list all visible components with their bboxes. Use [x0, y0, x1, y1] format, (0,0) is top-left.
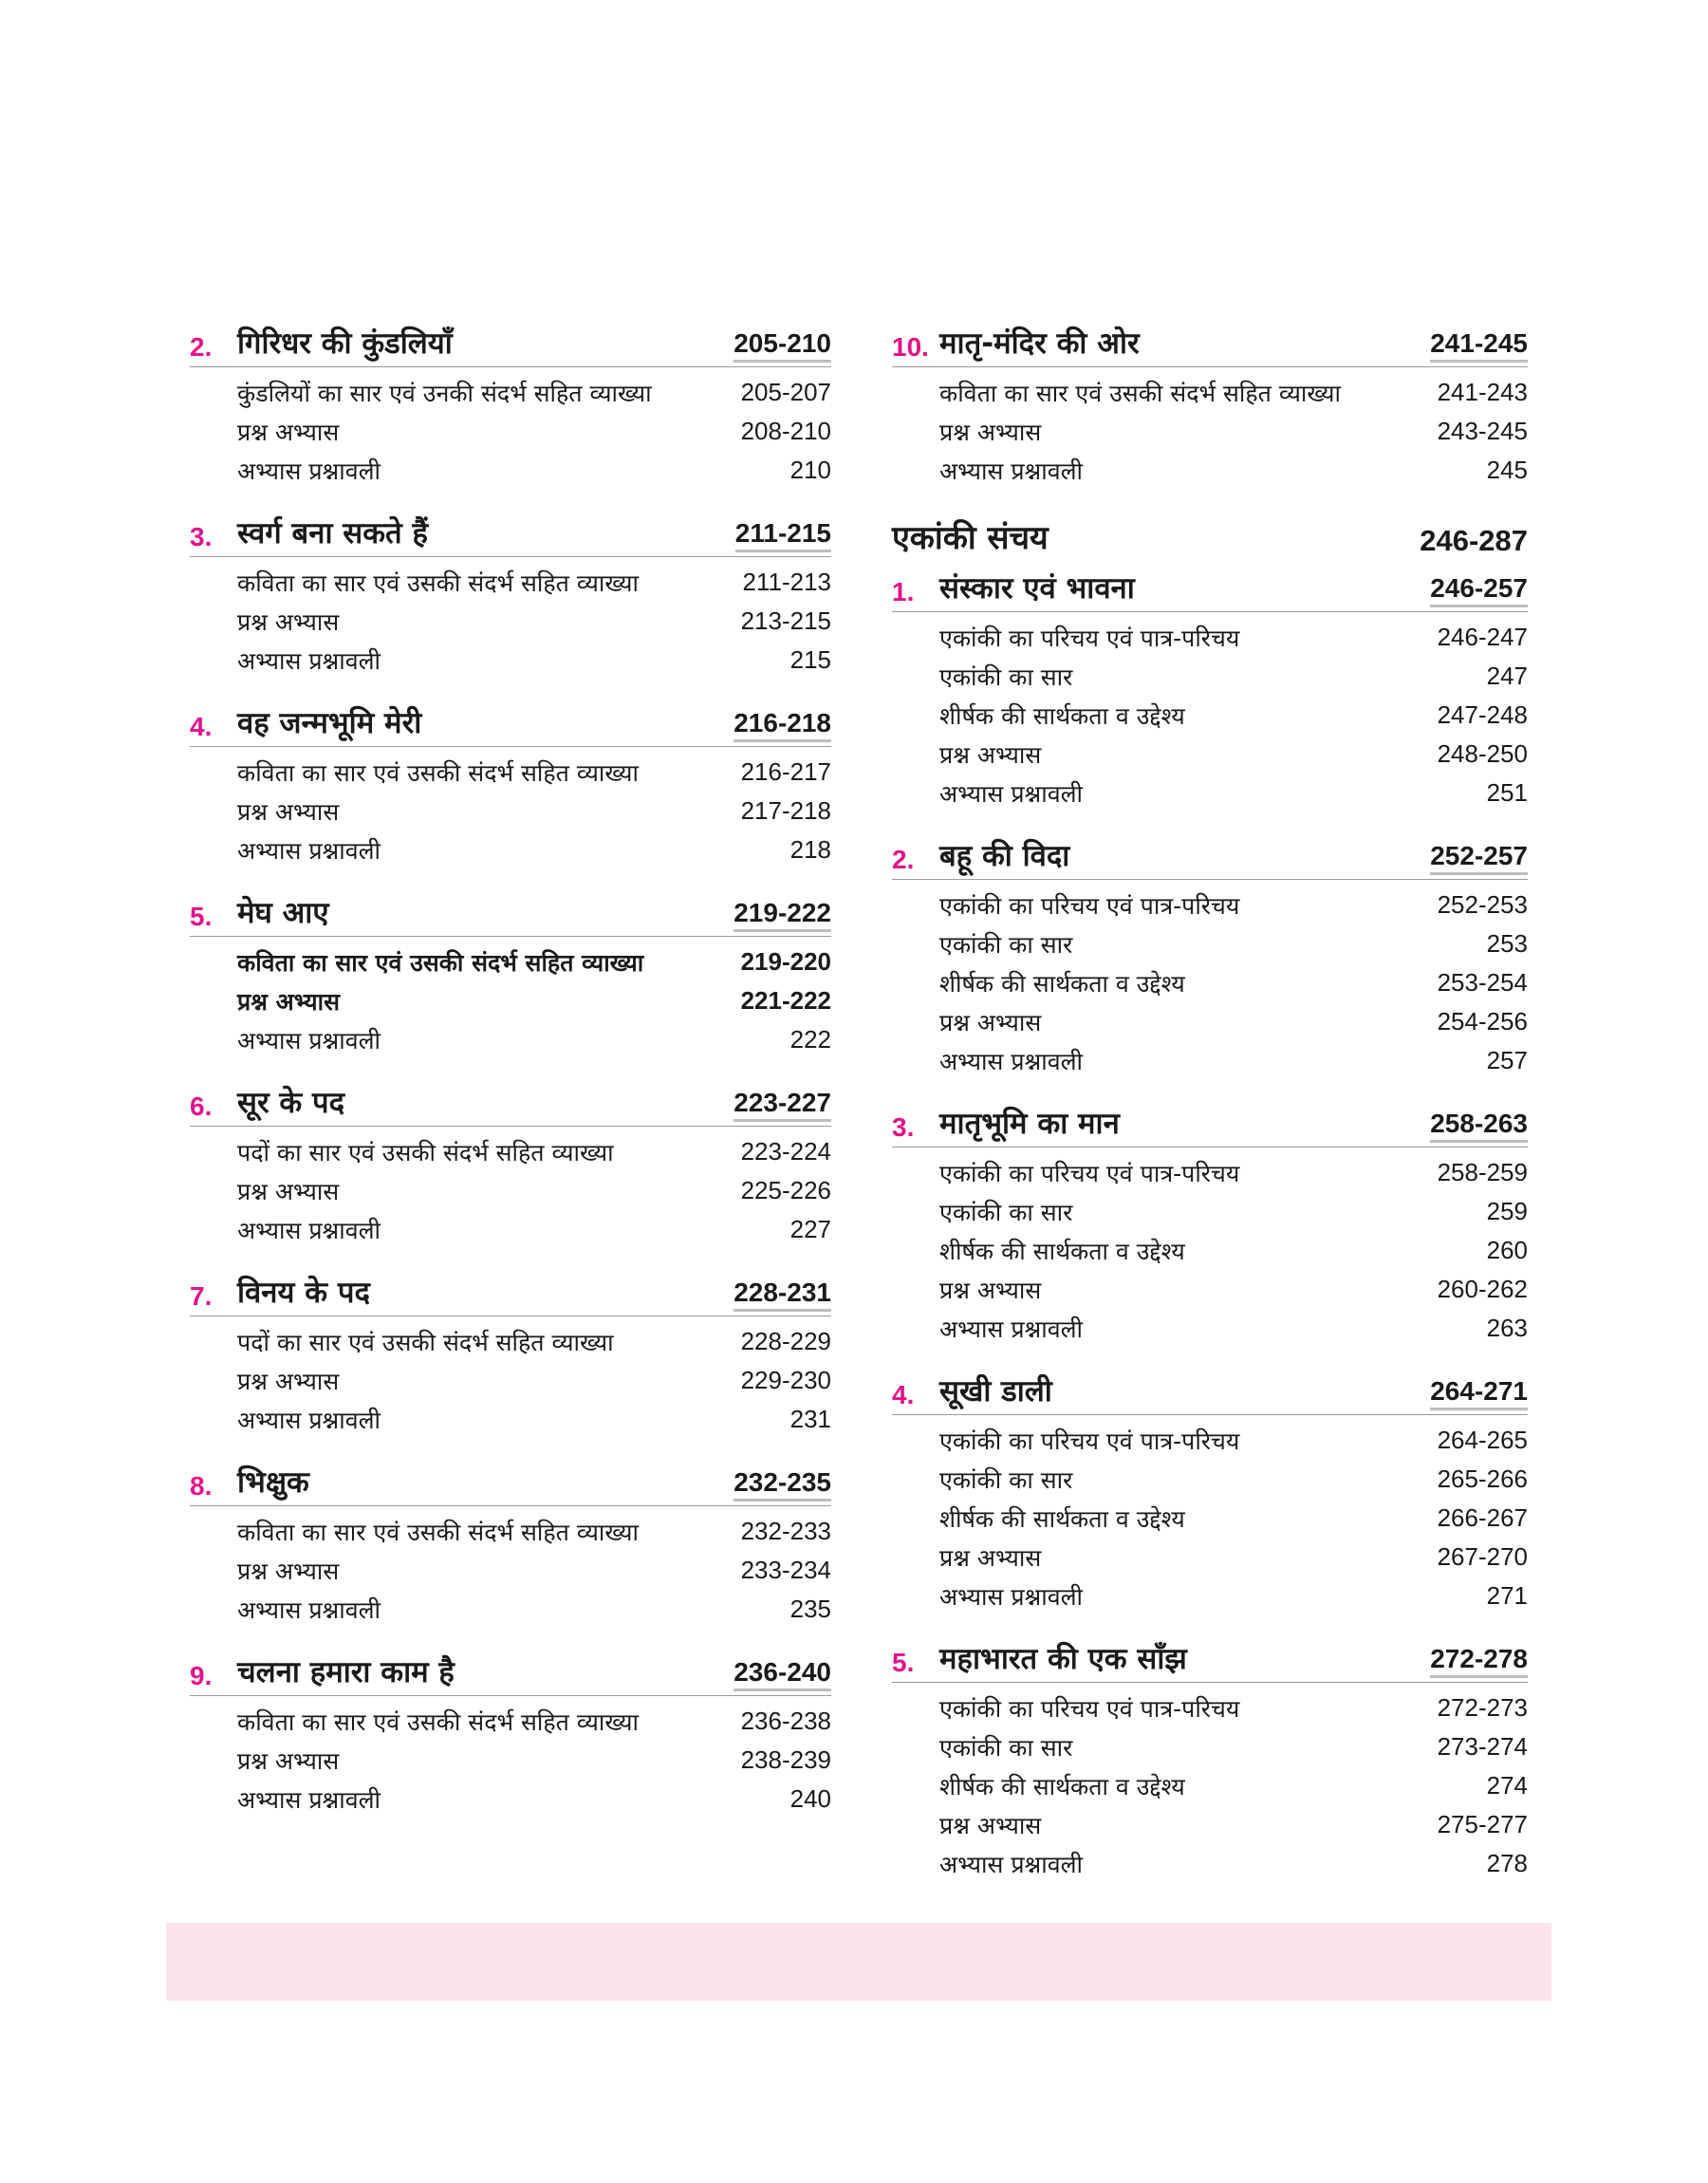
chapter-number: 7.	[190, 1281, 213, 1311]
toc-item-label: प्रश्न अभ्यास	[939, 1811, 1042, 1839]
chapter-pages: 232-235	[733, 1467, 831, 1502]
chapter-number: 3.	[892, 1112, 915, 1142]
toc-item	[237, 412, 831, 451]
toc-item	[237, 1400, 831, 1439]
chapter-items	[892, 612, 1528, 812]
toc-item	[939, 412, 1528, 451]
toc-right-column	[892, 321, 1528, 1904]
toc-item-pages: 259	[1486, 1197, 1528, 1225]
section-heading	[892, 511, 1528, 558]
toc-item-pages: 216-217	[740, 757, 831, 786]
toc-item	[939, 1805, 1528, 1844]
toc-item-label: शीर्षक की सार्थकता व उद्देश्य	[939, 701, 1185, 730]
chapter-pages: 236-240	[733, 1657, 831, 1691]
toc-item-pages: 229-230	[740, 1366, 831, 1394]
chapter-title: मातृभूमि का मान	[939, 1107, 1120, 1141]
toc-item-label: कुंडलियों का सार एवं उनकी संदर्भ सहित व्याख्या	[237, 379, 652, 407]
toc-item	[939, 1766, 1528, 1805]
toc-item	[939, 963, 1528, 1002]
chapter-items	[892, 1415, 1528, 1615]
toc-item	[939, 373, 1528, 412]
chapter-number: 2.	[892, 845, 915, 874]
chapter-heading-left	[892, 1103, 1120, 1143]
chapter-number: 4.	[190, 712, 213, 741]
toc-right-first	[892, 321, 1528, 490]
toc-item-pages: 243-245	[1437, 417, 1528, 445]
toc-item	[939, 1421, 1528, 1460]
toc-item-label: अभ्यास प्रश्नावली	[939, 457, 1084, 485]
toc-item-label: एकांकी का सार	[939, 662, 1073, 691]
toc-item-pages: 210	[789, 456, 831, 484]
toc-item-pages: 223-224	[740, 1137, 831, 1166]
toc-item-label: एकांकी का सार	[939, 1198, 1073, 1226]
toc-item-label: अभ्यास प्रश्नावली	[939, 779, 1084, 808]
toc-item-label: प्रश्न अभ्यास	[237, 1557, 340, 1585]
chapter-heading	[190, 1460, 831, 1506]
chapter-title: वह जन्मभूमि मेरी	[237, 706, 422, 740]
toc-item-pages: 271	[1486, 1581, 1528, 1610]
toc-item-label: अभ्यास प्रश्नावली	[237, 1785, 381, 1814]
toc-item-pages: 205-207	[740, 378, 831, 406]
toc-item	[237, 1020, 831, 1059]
toc-item-label: प्रश्न अभ्यास	[237, 987, 340, 1016]
toc-item-label: एकांकी का सार	[939, 930, 1073, 959]
chapter-entry	[892, 1369, 1528, 1615]
toc-item-label: एकांकी का परिचय एवं पात्र-परिचय	[939, 1694, 1240, 1723]
chapter-heading	[190, 890, 831, 937]
chapter-heading	[892, 1101, 1528, 1147]
toc-item-pages: 260-262	[1437, 1275, 1528, 1303]
toc-item-label: अभ्यास प्रश्नावली	[237, 1595, 381, 1624]
toc-item	[939, 696, 1528, 735]
toc-item-label: कविता का सार एवं उसकी संदर्भ सहित व्याख्या	[237, 758, 639, 787]
chapter-items	[190, 1506, 831, 1629]
chapter-pages: 223-227	[733, 1088, 831, 1122]
chapter-number: 3.	[190, 522, 213, 551]
chapter-title: मातृ-मंदिर की ओर	[939, 327, 1140, 361]
chapter-items	[190, 1316, 831, 1439]
chapter-entry	[190, 1460, 831, 1629]
toc-item	[939, 1499, 1528, 1538]
toc-item	[939, 774, 1528, 812]
chapter-entry	[190, 890, 831, 1059]
chapter-heading-left	[892, 835, 1069, 875]
chapter-number: 6.	[190, 1092, 213, 1121]
toc-item-label: अभ्यास प्रश्नावली	[237, 1026, 381, 1054]
toc-item	[237, 1322, 831, 1361]
chapter-heading-left	[892, 1638, 1187, 1678]
toc-item	[237, 563, 831, 602]
chapter-heading	[892, 321, 1528, 367]
chapter-pages: 264-271	[1430, 1376, 1528, 1410]
toc-item-pages: 252-253	[1437, 890, 1528, 919]
toc-item	[939, 657, 1528, 696]
toc-item-label: अभ्यास प्रश्नावली	[237, 646, 381, 675]
chapter-items	[892, 1147, 1528, 1348]
footer-band	[166, 1923, 1551, 2001]
toc-item	[237, 830, 831, 869]
chapter-pages: 246-257	[1430, 573, 1528, 607]
chapter-entry	[892, 1636, 1528, 1883]
toc-left-column	[190, 321, 831, 1839]
chapter-entry	[892, 1101, 1528, 1348]
toc-item-pages: 266-267	[1437, 1503, 1528, 1532]
chapter-items	[892, 880, 1528, 1080]
chapter-number: 8.	[190, 1471, 213, 1501]
chapter-entry	[190, 700, 831, 869]
toc-item	[939, 886, 1528, 924]
toc-item	[237, 373, 831, 412]
toc-item-pages: 278	[1486, 1849, 1528, 1877]
chapter-heading-left	[190, 323, 453, 363]
chapter-title: विनय के पद	[237, 1276, 370, 1310]
chapter-entry	[892, 321, 1528, 490]
toc-item-pages: 228-229	[740, 1327, 831, 1355]
toc-item	[939, 451, 1528, 490]
toc-item-label: प्रश्न अभ्यास	[237, 1367, 340, 1395]
toc-item-label: एकांकी का परिचय एवं पात्र-परिचय	[939, 891, 1240, 920]
chapter-entry	[190, 511, 831, 680]
toc-item	[237, 792, 831, 830]
chapter-heading	[190, 700, 831, 747]
toc-item-label: कविता का सार एवं उसकी संदर्भ सहित व्याख्या	[939, 379, 1341, 407]
chapter-entry	[892, 833, 1528, 1080]
toc-item-pages: 275-277	[1437, 1810, 1528, 1838]
toc-item	[939, 1002, 1528, 1041]
chapter-items	[190, 557, 831, 680]
chapter-heading	[190, 1080, 831, 1127]
toc-item-pages: 235	[789, 1595, 831, 1623]
toc-item	[237, 942, 831, 981]
toc-item-pages: 222	[789, 1025, 831, 1054]
toc-item-pages: 258-259	[1437, 1158, 1528, 1186]
toc-item	[237, 753, 831, 792]
toc-item-label: एकांकी का परिचय एवं पात्र-परिचय	[939, 1159, 1240, 1187]
chapter-title: सूर के पद	[237, 1086, 345, 1120]
chapter-entry	[190, 1650, 831, 1819]
chapter-heading	[892, 566, 1528, 612]
toc-item-pages: 260	[1486, 1236, 1528, 1264]
chapter-pages: 258-263	[1430, 1109, 1528, 1143]
toc-item	[237, 602, 831, 641]
toc-item	[939, 1689, 1528, 1727]
toc-item-pages: 246-247	[1437, 623, 1528, 651]
chapter-pages: 216-218	[733, 708, 831, 742]
toc-item-label: अभ्यास प्रश्नावली	[237, 1406, 381, 1434]
toc-item-pages: 231	[789, 1405, 831, 1433]
toc-item	[939, 1153, 1528, 1192]
toc-item	[237, 451, 831, 490]
toc-item	[939, 1460, 1528, 1499]
chapter-heading-left	[190, 702, 421, 742]
toc-item-pages: 247-248	[1437, 700, 1528, 729]
chapter-items	[190, 1127, 831, 1249]
toc-item-pages: 265-266	[1437, 1465, 1528, 1493]
chapter-number: 9.	[190, 1661, 213, 1690]
chapter-items	[190, 937, 831, 1059]
toc-item-label: अभ्यास प्रश्नावली	[939, 1047, 1084, 1075]
toc-item-pages: 219-220	[740, 947, 831, 976]
chapter-number: 10.	[892, 332, 929, 362]
chapter-title: भिक्षुक	[237, 1465, 309, 1500]
chapter-items	[892, 367, 1528, 490]
toc-item-pages: 263	[1486, 1314, 1528, 1342]
toc-item	[237, 1210, 831, 1249]
toc-item-label: शीर्षक की सार्थकता व उद्देश्य	[939, 1237, 1185, 1265]
toc-item-label: प्रश्न अभ्यास	[237, 1746, 340, 1775]
chapter-pages: 211-215	[735, 518, 831, 552]
toc-item-label: प्रश्न अभ्यास	[939, 1008, 1042, 1036]
chapter-items	[892, 1683, 1528, 1883]
toc-item	[939, 1844, 1528, 1883]
toc-item-label: प्रश्न अभ्यास	[939, 1543, 1042, 1572]
toc-item	[237, 1361, 831, 1400]
chapter-heading	[190, 511, 831, 557]
toc-item	[939, 618, 1528, 657]
toc-item-label: अभ्यास प्रश्नावली	[237, 1216, 381, 1244]
toc-item-pages: 233-234	[740, 1556, 831, 1584]
toc-item-pages: 225-226	[740, 1176, 831, 1204]
chapter-title: मेघ आए	[237, 896, 329, 930]
chapter-heading-left	[892, 1371, 1052, 1410]
toc-item-pages: 254-256	[1437, 1007, 1528, 1036]
toc-item	[237, 1132, 831, 1171]
chapter-heading-left	[892, 323, 1140, 363]
toc-item	[939, 924, 1528, 963]
chapter-number: 5.	[892, 1648, 915, 1677]
chapter-pages: 272-278	[1430, 1644, 1528, 1678]
chapter-items	[190, 1696, 831, 1819]
toc-item	[237, 1512, 831, 1551]
toc-item-pages: 257	[1486, 1046, 1528, 1074]
toc-item-pages: 274	[1486, 1771, 1528, 1800]
chapter-number: 4.	[892, 1380, 915, 1409]
toc-item-label: प्रश्न अभ्यास	[237, 418, 340, 446]
toc-right-chapters	[892, 566, 1528, 1883]
chapter-number: 5.	[190, 902, 213, 931]
toc-item-pages: 241-243	[1437, 378, 1528, 406]
toc-item-label: प्रश्न अभ्यास	[939, 418, 1042, 446]
toc-item	[939, 1231, 1528, 1270]
toc-item-pages: 213-215	[740, 606, 831, 635]
toc-item-pages: 248-250	[1437, 739, 1528, 768]
chapter-title: संस्कार एवं भावना	[939, 571, 1135, 606]
toc-item-pages: 208-210	[740, 417, 831, 445]
toc-item-label: प्रश्न अभ्यास	[939, 1276, 1042, 1304]
toc-item	[237, 1551, 831, 1590]
chapter-title: स्वर्ग बना सकते हैं	[237, 516, 428, 550]
chapter-heading	[190, 321, 831, 367]
chapter-heading-left	[190, 1272, 370, 1312]
chapter-entry	[190, 321, 831, 490]
toc-item-label: कविता का सार एवं उसकी संदर्भ सहित व्याख्या	[237, 1707, 639, 1736]
chapter-heading	[892, 833, 1528, 880]
chapter-heading	[190, 1650, 831, 1696]
toc-item-label: कविता का सार एवं उसकी संदर्भ सहित व्याख्या	[237, 1518, 639, 1546]
toc-item	[237, 981, 831, 1020]
toc-item-label: शीर्षक की सार्थकता व उद्देश्य	[939, 1504, 1185, 1533]
toc-item	[237, 1780, 831, 1819]
toc-item-label: पदों का सार एवं उसकी संदर्भ सहित व्याख्या	[237, 1138, 614, 1166]
toc-item	[237, 1741, 831, 1780]
toc-item-label: प्रश्न अभ्यास	[237, 607, 340, 636]
chapter-items	[190, 747, 831, 869]
chapter-number: 1.	[892, 577, 915, 606]
toc-item-pages: 236-238	[740, 1707, 831, 1735]
chapter-heading-left	[190, 1651, 455, 1691]
toc-item-label: प्रश्न अभ्यास	[939, 740, 1042, 769]
toc-item-label: एकांकी का परिचय एवं पात्र-परिचय	[939, 1427, 1240, 1455]
toc-item-label: पदों का सार एवं उसकी संदर्भ सहित व्याख्या	[237, 1328, 614, 1356]
toc-item	[237, 1702, 831, 1741]
toc-item-pages: 238-239	[740, 1745, 831, 1774]
toc-item-label: प्रश्न अभ्यास	[237, 1177, 340, 1205]
toc-item-pages: 272-273	[1437, 1693, 1528, 1722]
chapter-title: चलना हमारा काम है	[237, 1655, 455, 1689]
section-title: एकांकी संचय	[892, 519, 1049, 557]
chapter-title: बहू की विदा	[939, 839, 1070, 873]
toc-item	[939, 1309, 1528, 1348]
toc-item-pages: 264-265	[1437, 1426, 1528, 1454]
chapter-heading-left	[190, 513, 428, 552]
toc-item-pages: 227	[789, 1215, 831, 1243]
toc-item-pages: 215	[789, 645, 831, 674]
toc-item-pages: 253-254	[1437, 968, 1528, 997]
section-pages: 246-287	[1420, 524, 1528, 557]
toc-item-pages: 245	[1486, 456, 1528, 484]
chapter-heading	[892, 1636, 1528, 1683]
chapter-title: सूखी डाली	[939, 1374, 1052, 1409]
toc-item	[939, 1727, 1528, 1766]
chapter-heading-left	[190, 892, 328, 932]
toc-item	[939, 1538, 1528, 1577]
toc-item-label: प्रश्न अभ्यास	[237, 797, 340, 826]
chapter-pages: 219-222	[733, 898, 831, 932]
chapter-heading-left	[892, 568, 1135, 607]
toc-item-label: कविता का सार एवं उसकी संदर्भ सहित व्याख्या	[237, 948, 644, 977]
chapter-heading	[892, 1369, 1528, 1415]
toc-item-pages: 253	[1486, 929, 1528, 958]
chapter-entry	[190, 1080, 831, 1249]
toc-item-label: अभ्यास प्रश्नावली	[237, 836, 381, 865]
toc-item	[237, 641, 831, 680]
chapter-heading-left	[190, 1462, 309, 1502]
toc-item	[237, 1590, 831, 1629]
toc-item-label: अभ्यास प्रश्नावली	[939, 1582, 1084, 1611]
chapter-number: 2.	[190, 332, 213, 362]
toc-item-pages: 247	[1486, 662, 1528, 690]
toc-item-pages: 251	[1486, 778, 1528, 807]
toc-item-label: शीर्षक की सार्थकता व उद्देश्य	[939, 1772, 1185, 1801]
chapter-entry	[892, 566, 1528, 812]
chapter-entry	[190, 1270, 831, 1439]
chapter-heading-left	[190, 1082, 344, 1122]
chapter-pages: 241-245	[1430, 328, 1528, 363]
toc-item	[939, 1192, 1528, 1231]
chapter-pages: 205-210	[733, 328, 831, 363]
toc-item	[237, 1171, 831, 1210]
toc-item-label: शीर्षक की सार्थकता व उद्देश्य	[939, 969, 1185, 998]
toc-item-pages: 240	[789, 1784, 831, 1813]
chapter-pages: 228-231	[733, 1278, 831, 1312]
toc-item-label: एकांकी का सार	[939, 1465, 1073, 1494]
toc-item-label: अभ्यास प्रश्नावली	[939, 1315, 1084, 1343]
toc-item	[939, 1577, 1528, 1615]
toc-item	[939, 1270, 1528, 1309]
toc-item	[939, 1041, 1528, 1080]
toc-item-pages: 217-218	[740, 796, 831, 825]
chapter-title: महाभारत की एक साँझ	[939, 1642, 1187, 1676]
toc-item-label: अभ्यास प्रश्नावली	[237, 457, 381, 485]
toc-item-pages: 232-233	[740, 1517, 831, 1545]
toc-item-pages: 221-222	[740, 986, 831, 1015]
toc-item	[939, 735, 1528, 774]
toc-item-pages: 211-213	[742, 568, 831, 596]
chapter-pages: 252-257	[1430, 841, 1528, 875]
toc-item-label: अभ्यास प्रश्नावली	[939, 1850, 1084, 1878]
toc-item-pages: 267-270	[1437, 1542, 1528, 1571]
chapter-heading	[190, 1270, 831, 1316]
chapter-items	[190, 367, 831, 490]
toc-item-label: कविता का सार एवं उसकी संदर्भ सहित व्याख्या	[237, 569, 639, 597]
toc-item-label: एकांकी का सार	[939, 1733, 1073, 1762]
toc-item-label: एकांकी का परिचय एवं पात्र-परिचय	[939, 624, 1240, 652]
toc-item-pages: 273-274	[1437, 1732, 1528, 1761]
chapter-title: गिरिधर की कुंडलियाँ	[237, 327, 453, 361]
toc-item-pages: 218	[789, 835, 831, 864]
